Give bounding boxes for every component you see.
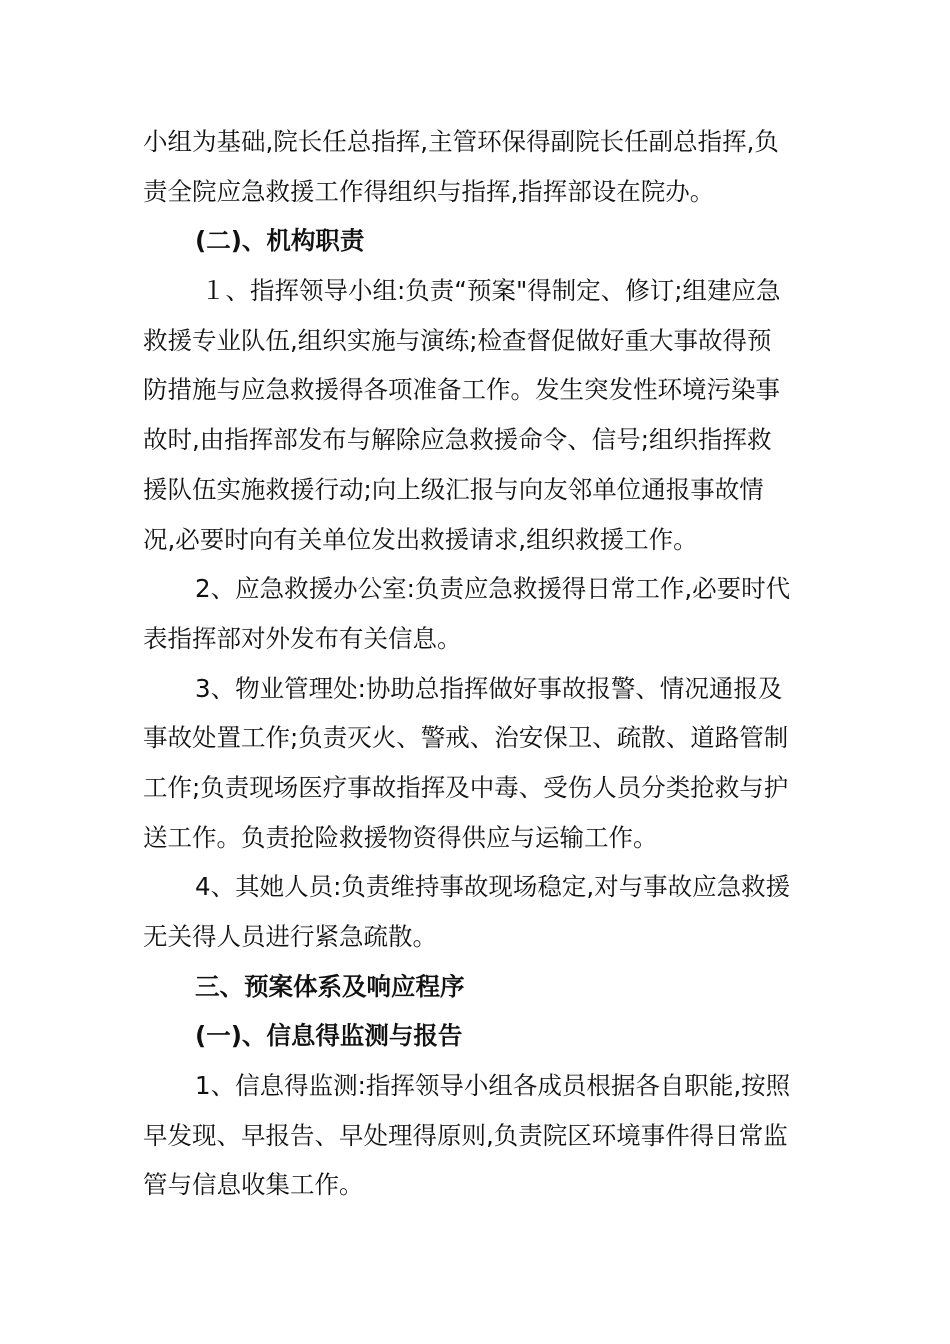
body-line: 援队伍实施救援行动;向上级汇报与向友邻单位通报事故情 [143,474,764,504]
body-line: 早发现、早报告、早处理得原则,负责院区环境事件得日常监 [143,1120,788,1150]
body-line: 责全院应急救援工作得组织与指挥,指挥部设在院办。 [143,176,715,206]
paragraph-first-line: 2、应急救援办公室:负责应急救援得日常工作,必要时代 [195,574,791,604]
paragraph-first-line: 1、信息得监测:指挥领导小组各成员根据各自职能,按照 [195,1071,791,1101]
body-line: 事故处置工作;负责灭火、警戒、治安保卫、疏散、道路管制 [143,723,789,753]
body-line: 管与信息收集工作。 [143,1170,364,1200]
paragraph-first-line: 3、物业管理处:协助总指挥做好事故报警、情况通报及 [195,673,783,703]
document-body [143,117,811,1210]
body-line: 防措施与应急救援得各项准备工作。发生突发性环境污染事 [143,375,780,405]
body-line: 无关得人员进行紧急疏散。 [143,922,437,951]
paragraph-first-line: １、指挥领导小组:负责“预案"得制定、修订;组建应急 [201,276,781,306]
body-line: 工作;负责现场医疗事故指挥及中毒、受伤人员分类抢救与护 [143,772,789,802]
body-line: 故时,由指挥部发布与解除应急救援命令、信号;组织指挥救 [143,425,772,455]
section-heading: (二)、机构职责 [195,226,365,256]
body-line: 救援专业队伍,组织实施与演练;检查督促做好重大事故得预 [143,325,772,355]
section-heading: 三、预案体系及响应程序 [195,971,465,1001]
body-line: 表指挥部对外发布有关信息。 [143,623,462,653]
paragraph-first-line: 4、其她人员:负责维持事故现场稳定,对与事故应急救援 [195,872,791,902]
body-line: 小组为基础,院长任总指挥,主管环保得副院长任副总指挥,负 [143,127,779,156]
subsection-heading: (一)、信息得监测与报告 [195,1021,463,1051]
body-line: 送工作。负责抢险救援物资得供应与运输工作。 [143,822,658,852]
body-line: 况,必要时向有关单位发出救援请求,组织救援工作。 [143,524,698,554]
